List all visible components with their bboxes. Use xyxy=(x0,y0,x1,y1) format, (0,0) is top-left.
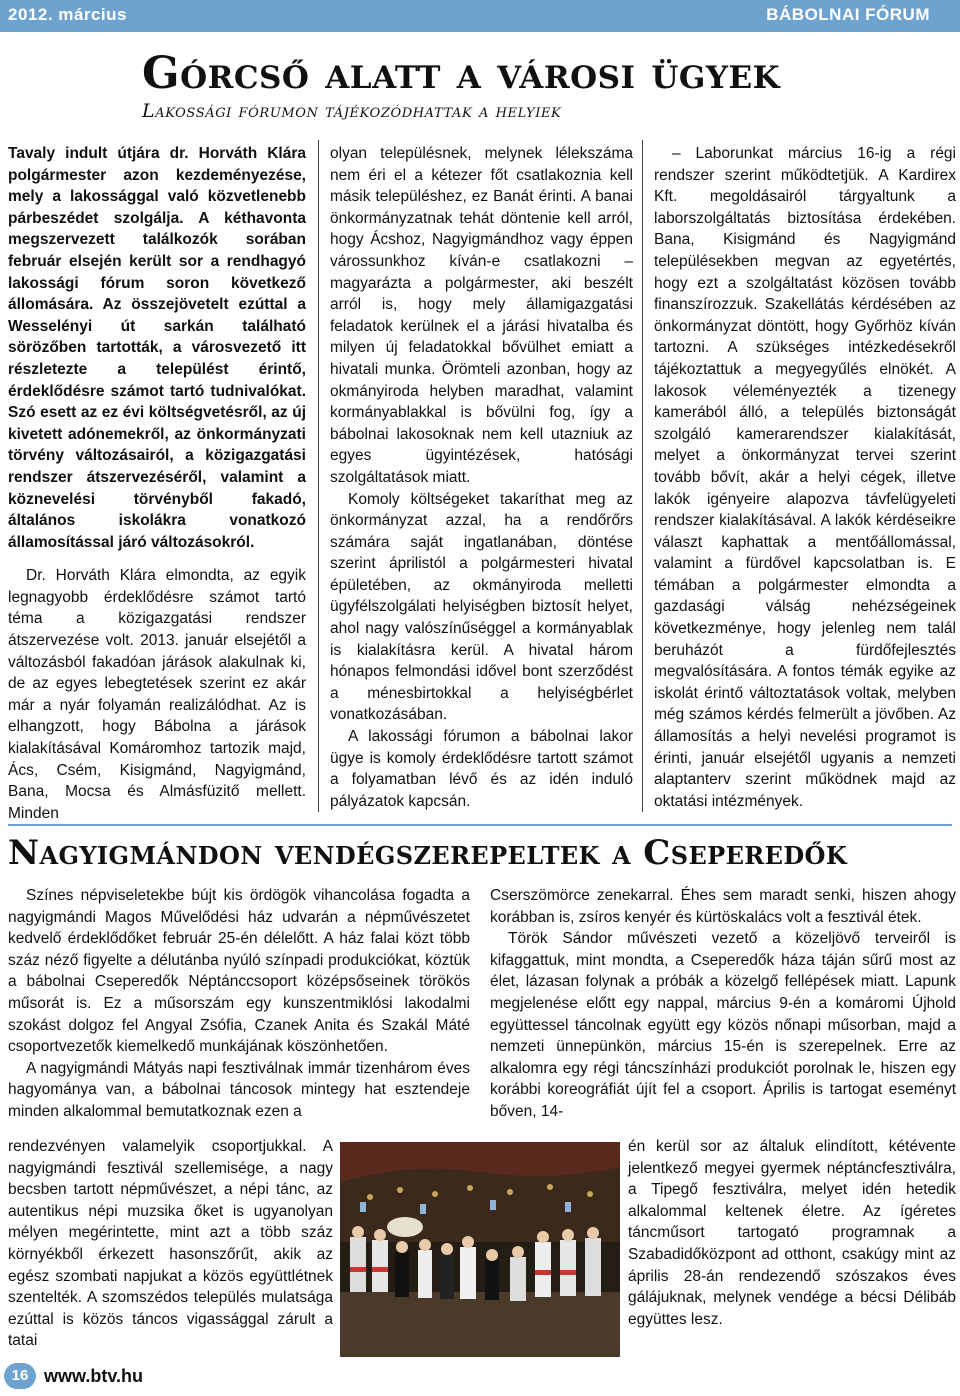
article-column-2 xyxy=(330,143,633,812)
paragraph: – Laborunkat március 16-ig a régi rendszer szerint működtetjük. A Kardirex Kft. megoldásairól tárgyaltunk a laborszolgáltatás biztosítása érdekében. Bana, Kisigmánd és Nagyigmánd településekben megvan az egyetértés, hogy ezt a szolgáltatást közösen tovább finanszírozzuk. Szakellátás kérdésében az önkormányzat döntött, hogy Győrhöz kíván tartozni. A szükséges intézkedésekről tájékoztattuk a megyegyűlés elnökét. A lakosok véleményezték a tizenegy kamerából álló, a település biztonságát szolgáló kamerarendszer kialakítását, melyet a önkormányzat tervei szerint tovább bővít, akár a helyi cégek, illetve lakók igényeire alapozva távfelügyeleti rendszer kialakításával. A lakók kérdéseikre választ kaphattak a mentőállomással, valamint a fürdővel kapcsolatban is. E témában a polgármester elmondta a gazdasági válság nehézségeinek következménye, hogy jelenleg nem talál beruházót a fürdőfejlesztés megvalósítására. A fontos témák egyike az iskolát érintő változtatások voltak, melyben még számos kérdés felmerült a jövőben. Az államosítás a helyi nevelési programot is érinti, január elsejétől ugyanis a nemzeti alaptanterv szerint működnek majd az oktatási intézmények. xyxy=(654,145,956,810)
paragraph: én kerül sor az általuk elindított, kétévente jelentkező megyei gyermek néptáncfesztiválra, a Tipegő fesztiválra, melyet idén hetedik alkalommal keltenek életre. Az ígéretes táncműsort tartogató programnak a Szabadidőközpont ad otthont, csakúgy mint az április 28-án rendezendő szószakos éves gálájuknak, melynek vendége a bécsi Délibáb együttes lesz. xyxy=(628,1138,956,1328)
paragraph: Dr. Horváth Klára elmondta, az egyik legnagyobb érdeklődésre számot tartó téma a közigazgatási rendszer átszervezése volt. 2013. január elsejétől a változásból fakadóan járások alakulnak ki, de az egyes lebegtetések szerint ez akár már a nyár folyamán realizálódhat. Az is elhangzott, hogy Bábolna a járások kialakításával Komáromhoz tartozik majd, Ács, Csém, Kisigmánd, Nagyigmánd, Bana, Mocsa és Almásfüzitő mellett. Minden xyxy=(8,567,306,822)
paragraph: Cserszömörce zenekarral. Éhes sem maradt senki, hiszen ahogy korábban is, zsíros kenyér és kürtöskalács volt a fesztivál étek. xyxy=(490,887,956,926)
article-column-right xyxy=(490,885,956,1123)
paragraph: Színes népviseletekbe bújt kis ördögök vihancolása fogadta a nagyigmándi Magos Művelődési ház udvarán a népművészetet kedvelő érdeklődőket február 25-én délelőtt. A ház falai közt több száz néző figyelte a délutánba nyúló színpadi produkciókat, köztük a bábolnai Cseperedők Néptánccsoport középsőseinek törökös műsorát is. Ez a műsorszám egy kunszentmiklósi lakodalmi szokást dolgoz fel Angyal Zsófia, Czanek Anita és Szakál Máté csoportvezetők kiemelkedő munkájának köszönhetően. xyxy=(8,887,470,1056)
article-column-1 xyxy=(8,143,306,824)
paragraph: olyan településnek, melynek lélekszáma nem éri el a kétezer főt csatlakoznia kell másik településhez, ez Banát érinti. A banai önkormányzatnak tehát döntenie kell arról, hogy Ácshoz, Nagyigmándhoz vagy éppen várossunkhoz kíván-e csatlakozni – magyarázta a polgármester, aki beszélt arról is, hogy mely államigazgatási feladatok kerülnek el a járási hivatalba és milyen új feladatokkal bővülhet emiatt a hivatali munka. Örömteli azonban, hogy az okmányiroda helyben maradhat, valamint kormányablakkal is bővülni fog, így a bábolnai lakosoknak nem kell utazniuk az egyes ügyintézések, hatósági szolgáltatások miatt. xyxy=(330,145,633,486)
column-divider xyxy=(642,140,643,812)
article-subtitle: Lakossági fórumon tájékozódhattak a helyiek xyxy=(142,100,562,122)
article-title: Nagyigmándon vendégszerepeltek a Cseperedők xyxy=(8,833,848,873)
column-divider xyxy=(318,140,319,812)
publication-name: BÁBOLNAI FÓRUM xyxy=(766,5,930,24)
paragraph: Török Sándor művészeti vezető a közeljövő terveiről is kifaggattuk, mint mondta, a Cseperedők háza táján sűrű most az élet, lázasan folynak a próbák a közelgő fellépések miatt. Lapunk megjelenése előtt egy nappal, március 9-én a komáromi Újhold együttessel táncolnak együtt egy közös nőnapi műsorban, majd a nemzeti ünnepünkön, március 15-én is szerepelnek. Erre az alkalomra egy régi táncszínházi produkciót porolnak le, hiszen egy korábbi koreográfiát újít fel a csoport. Április is tartogat eseményt bőven, 14- xyxy=(490,930,956,1120)
article-title: Górcső alatt a városi ügyek xyxy=(142,48,781,99)
header-bar xyxy=(0,0,960,32)
paragraph: A lakossági fórumon a bábolnai lakor ügye is komoly érdeklődésre tartott számot a folyamatban lévő és az idén induló pályázatok kapcsán. xyxy=(330,728,633,810)
section-divider xyxy=(8,824,952,826)
paragraph: Komoly költségeket takaríthat meg az önkormányzat azzal, ha a rendőrőrs számára saját ingatlanában, döntése szerint áprilistól a polgármesteri hivatal épületében, az okmányiroda melletti ügyfélszolgálati helyiségben biztosít helyet, ahol nagy valószínűséggel a kormányablak is kialakításra kerül. A hivatal három hónapos felmondási idővel bont szerződést a ménesbirtokkal a helyiségbérlet vonatkozásában. xyxy=(330,490,633,724)
issue-date: 2012. március xyxy=(8,5,127,24)
paragraph: A nagyigmándi Mátyás napi fesztiválnak immár tizenhárom éves hagyománya van, a bábolnai táncosok mintegy hat esztendeje minden alkalommal bemutatkoznak ezen a xyxy=(8,1059,470,1120)
paragraph: rendezvényen valamelyik csoportjukkal. A nagyigmándi fesztivál szellemisége, a nagy becsben tartott népművészet, a népi tánc, az autentikus népi muzsika őket is ugyanolyan mélyen megérintette, mint azt a több száz környékből érkezett hasonszőrűt, akik az egész szombati napjukat a közös együttlétnek szentelték. A szomszédos település mulatsága ezúttal is közös táncos vigassággal zárult a tatai xyxy=(8,1138,333,1350)
website-url[interactable]: www.btv.hu xyxy=(44,1366,143,1386)
dance-performance-photo xyxy=(340,1142,620,1357)
page-number: 16 xyxy=(4,1363,36,1389)
article-column-left-lower xyxy=(8,1136,333,1352)
article-column-3 xyxy=(654,143,956,812)
article-lead: Tavaly indult útjára dr. Horváth Klára polgármester azon kezdeményezése, mely a lakossággal való közvetlenebb párbeszédet szolgálja. A kéthavonta megszervezett találkozók sorában február elsején került sor a rendhagyó lakossági fórum soron következő állomására. Az összejövetelt ezúttal a Wesselényi út sarkán található sörözőben tartották, a városvezető itt részletezte a települést érintő, érdeklődésre számot tartó tudnivalókat. Szó esett az ez évi költségvetésről, az új kivetett adónemekről, az önkormányzati törvény változásairól, a közigazgatási rendszer átszervezéséről, valamint a köznevelési törvényből fakadó, általános iskolákra vonatkozó államosítással járó változásokról. xyxy=(8,145,306,551)
article-column-right-lower xyxy=(628,1136,956,1330)
article-column-left xyxy=(8,885,470,1123)
